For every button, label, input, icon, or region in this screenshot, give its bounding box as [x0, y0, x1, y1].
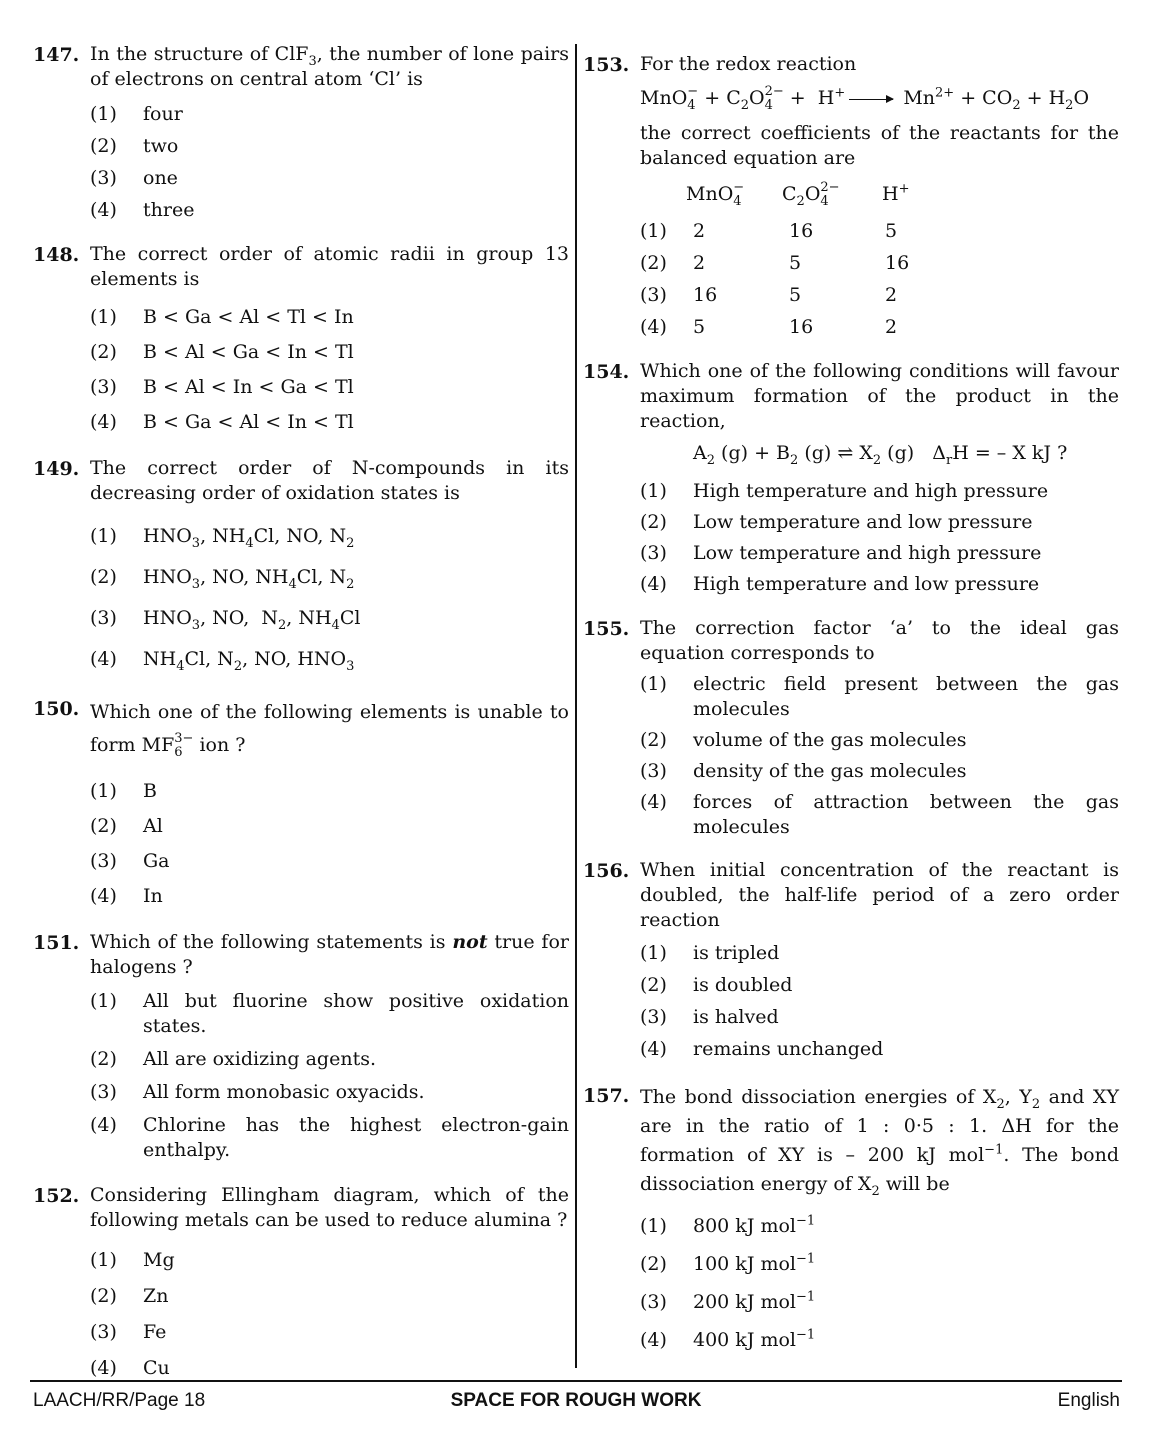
question-number: 156. [583, 860, 630, 882]
option: (2) All are oxidizing agents. [90, 1048, 377, 1070]
option: (4) In [90, 885, 163, 907]
option: (3) 200 kJ mol$^{-1}$ [640, 1289, 816, 1313]
option: (2) Al [90, 815, 163, 837]
option: (4) B < Ga < Al < In < Tl [90, 411, 354, 433]
question-number: 151. [33, 932, 80, 954]
option: (1) is tripled [640, 942, 780, 964]
question-155 [583, 614, 1119, 840]
option: (4) Cu [90, 1357, 170, 1379]
footer-language: English [1057, 1390, 1120, 1411]
question-text: Which of the following statements is not true for halogens ? [90, 931, 569, 978]
footer-page-code: LAACH/RR/Page 18 [33, 1390, 206, 1411]
option: (3) All form monobasic oxyacids. [90, 1081, 425, 1103]
question-text: The correct order of atomic radii in group 13 elements is [90, 243, 569, 290]
question-number: 157. [583, 1085, 630, 1107]
option: (1) $HNO_3$, $NH_4Cl$, NO, $N_2$ [90, 525, 355, 551]
question-number: 153. [583, 54, 630, 76]
coefficient-header: MnO − 4 $C_2O$ 2− 4 H+ [686, 180, 910, 209]
option: (2) two [90, 135, 179, 157]
question-152 [33, 1181, 569, 1386]
option: (1) All but fluorine show positive oxidation states. [90, 990, 569, 1037]
question-149 [33, 454, 569, 680]
question-150 [33, 694, 569, 914]
option: (1) 800 kJ mol$^{-1}$ [640, 1213, 816, 1237]
option: (4) High temperature and low pressure [640, 573, 1040, 595]
question-number: 154. [583, 361, 630, 383]
question-text-2: the correct coefficients of the reactants for the balanced equation are [640, 122, 1119, 169]
coefficient-table [640, 215, 1119, 343]
option: (3) B < Al < In < Ga < Tl [90, 376, 354, 398]
equilibrium-equation: $A_2$ $(g) + B_2$ (g) ⇌ $X_2$ (g) $\Delta_rH$ = – X kJ ? [693, 442, 1068, 468]
option: (2) Low temperature and low pressure [640, 511, 1033, 533]
question-154 [583, 357, 1119, 600]
question-text: Considering Ellingham diagram, which of the following metals can be used to reduce alumina ? [90, 1184, 569, 1231]
question-157 [583, 1081, 1119, 1359]
option: (3) density of the gas molecules [640, 760, 967, 782]
column-divider [575, 44, 577, 1368]
question-text: The correct order of N-compounds in its decreasing order of oxidation states is [90, 457, 569, 504]
table-row: (4) 5 16 2 [640, 316, 898, 338]
option: (4) 400 kJ mol$^{-1}$ [640, 1327, 816, 1351]
question-text: The correction factor ‘a’ to the ideal gas equation corresponds to [640, 617, 1119, 664]
question-153 [583, 50, 1119, 343]
option: (2) B < Al < Ga < In < Tl [90, 341, 354, 363]
option: (3) $HNO_3$, NO, $N_2$, $NH_4Cl$ [90, 607, 361, 633]
question-156 [583, 856, 1119, 1065]
option: (3) Fe [90, 1321, 167, 1343]
question-151 [33, 928, 569, 1163]
option: (4) remains unchanged [640, 1038, 884, 1060]
option: (4) three [90, 199, 195, 221]
table-row: (1) 2 16 5 [640, 220, 898, 242]
option: (3) one [90, 167, 178, 189]
option: (1) B < Ga < Al < Tl < In [90, 306, 354, 328]
option: (4) $NH_4Cl$, $N_2$, NO, $HNO_3$ [90, 648, 355, 674]
question-text: For the redox reaction [640, 53, 857, 75]
left-column [33, 40, 569, 1400]
table-row: (2) 2 5 16 [640, 252, 910, 274]
question-text: In the structure of ClF$_3$, the number of lone pairs of electrons on central atom ‘Cl’ is [90, 43, 569, 90]
option: (1) High temperature and high pressure [640, 480, 1049, 502]
option: (2) $HNO_3$, NO, $NH_4Cl$, $N_2$ [90, 566, 355, 592]
option: (1) four [90, 103, 183, 125]
question-number: 155. [583, 618, 630, 640]
option: (2) is doubled [640, 974, 793, 996]
redox-equation: MnO − 4 + $C_2O$ 2− 4 + H+ $Mn^{2+} + CO_2 + H_2O$ [640, 84, 1090, 113]
option: (3) Ga [90, 850, 170, 872]
right-column [583, 50, 1119, 1373]
question-148 [33, 240, 569, 440]
question-number: 148. [33, 244, 80, 266]
question-text: Which one of the following elements is unable to form MF 3− 6 ion ? [90, 701, 569, 760]
option: (3) Low temperature and high pressure [640, 542, 1042, 564]
reaction-arrow-icon [849, 99, 893, 100]
table-row: (3) 16 5 2 [640, 284, 898, 306]
option: (4) Chlorine has the highest electron-gain enthalpy. [90, 1114, 569, 1161]
option: (4) forces of attraction between the gas molecules [640, 791, 1119, 838]
question-text: The bond dissociation energies of $X_2$, $Y_2$ and XY are in the ratio of 1 : 0·5 : 1. ΔH for the formation of XY is – 200 kJ mol$^{-1}$. The bond dissociation energy of $X_2$ will be [640, 1086, 1119, 1199]
question-number: 147. [33, 44, 80, 66]
question-147 [33, 40, 569, 226]
option: (3) is halved [640, 1006, 779, 1028]
footer-rough-work: SPACE FOR ROUGH WORK [450, 1390, 702, 1411]
question-number: 152. [33, 1185, 80, 1207]
option: (2) volume of the gas molecules [640, 729, 967, 751]
question-number: 150. [33, 698, 80, 720]
option: (2) Zn [90, 1285, 169, 1307]
question-number: 149. [33, 458, 80, 480]
option: (1) Mg [90, 1249, 175, 1271]
option: (2) 100 kJ mol$^{-1}$ [640, 1251, 816, 1275]
option: (1) electric field present between the gas molecules [640, 673, 1119, 720]
question-text: Which one of the following conditions will favour maximum formation of the product in the reaction, [640, 360, 1119, 432]
footer-rule [30, 1380, 1122, 1382]
question-text: When initial concentration of the reactant is doubled, the half-life period of a zero order reaction [640, 859, 1119, 931]
option: (1) B [90, 780, 157, 802]
